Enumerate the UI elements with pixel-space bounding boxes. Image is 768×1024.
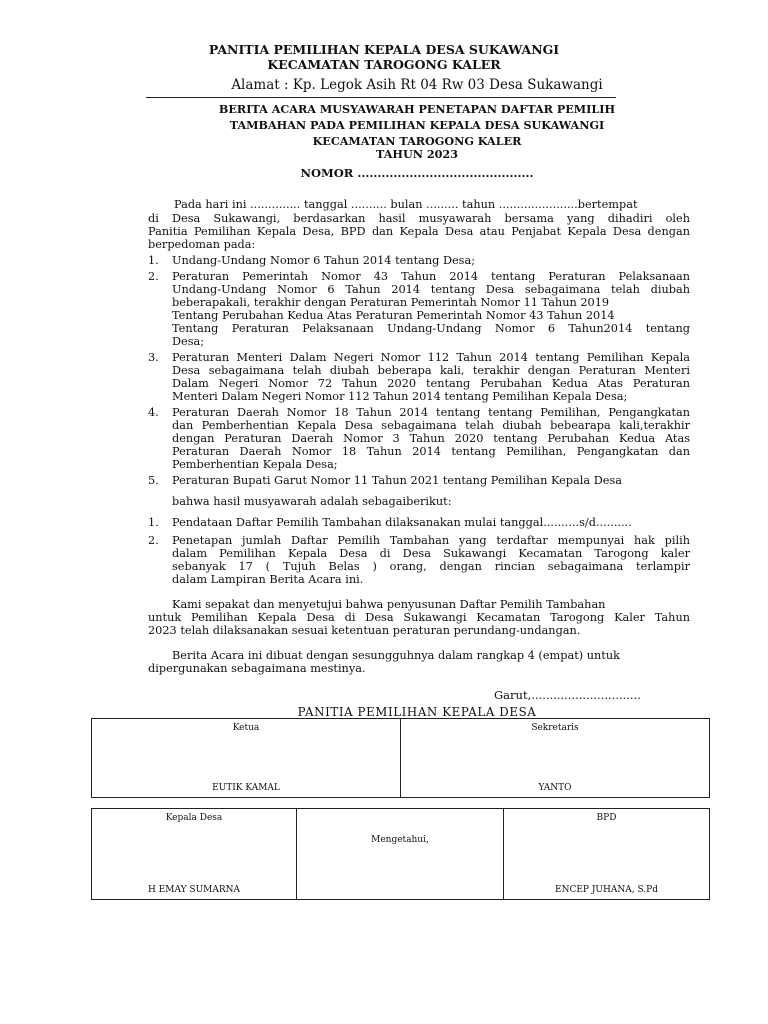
reference-number: 4. — [148, 406, 159, 419]
intro-line-4: berpedoman pada: — [148, 238, 256, 251]
ketua-label: Ketua — [232, 723, 260, 733]
document-number: NOMOR ............................................ — [300, 166, 534, 180]
signature-cell-ketua — [92, 719, 401, 798]
reference-item-line: Peraturan Daerah Nomor 18 Tahun 2014 tentang tentang Pemilihan, Pengangkatan — [172, 406, 690, 419]
kepala-desa-label: Kepala Desa — [165, 813, 223, 823]
intro-line-1: Pada hari ini .............. tanggal .......... bulan ......... tahun ......................bertempat — [174, 198, 638, 211]
signature-table-officials — [91, 808, 710, 900]
reference-item-line: Menteri Dalam Negeri Nomor 112 Tahun 2014 tentang Pemilihan Kepala Desa; — [172, 390, 628, 403]
reference-item-line: Dalam Negeri Nomor 72 Tahun 2020 tentang Perubahan Kedua Atas Peraturan — [172, 377, 690, 390]
reference-item-line: Desa sebagaimana telah diubah beberapa kali, terakhir dengan Peraturan Menteri — [172, 364, 690, 377]
reference-item-line: Peraturan Menteri Dalam Negeri Nomor 112 Tahun 2014 tentang Pemilihan Kepala — [172, 351, 690, 364]
committee-title: PANITIA PEMILIHAN KEPALA DESA — [297, 705, 537, 719]
reference-item-line: Peraturan Daerah Nomor 18 Tahun 2014 tentang Pemilihan, Pengangkatan dan — [172, 445, 690, 458]
kepala-desa-name: H EMAY SUMARNA — [147, 885, 241, 895]
closing-line-2: dipergunakan sebagaimana mestinya. — [148, 662, 366, 675]
reference-item-line: beberapakali, terakhir dengan Peraturan Pemerintah Nomor 11 Tahun 2019 — [172, 296, 610, 309]
result-number: 2. — [148, 534, 159, 547]
bpd-name: ENCEP JUHANA, S.Pd — [555, 885, 658, 895]
result-item-line: dalam Pemilihan Kepala Desa di Desa Sukawangi Kecamatan Tarogong kaler — [172, 547, 690, 560]
ketua-name: EUTIK KAMAL — [212, 783, 280, 793]
intro-line-2: di Desa Sukawangi, berdasarkan hasil musyawarah bersama yang dihadiri oleh — [148, 212, 690, 225]
result-number: 1. — [148, 516, 159, 529]
signature-cell-bpd — [504, 809, 710, 900]
title-line-3: KECAMATAN TAROGONG KALER — [312, 134, 522, 148]
closing-line-1: Berita Acara ini dibuat dengan sesungguhnya dalam rangkap 4 (empat) untuk — [172, 649, 620, 662]
reference-item-line: Undang-Undang Nomor 6 Tahun 2014 tentang Desa sebagaimana telah diubah — [172, 283, 690, 296]
intro-line-3: Panitia Pemilihan Kepala Desa, BPD dan Kepala Desa atau Penjabat Kepala Desa dengan — [148, 225, 690, 238]
signature-cell-kepala-desa — [92, 809, 297, 900]
sekretaris-name: YANTO — [538, 783, 572, 793]
reference-item-line: Desa; — [172, 335, 205, 348]
sekretaris-label: Sekretaris — [531, 723, 579, 733]
reference-number: 2. — [148, 270, 159, 283]
reference-item-line: Pemberhentian Kepala Desa; — [172, 458, 338, 471]
agreement-line-1: Kami sepakat dan menyetujui bahwa penyusunan Daftar Pemilih Tambahan — [172, 598, 606, 611]
header-divider — [146, 97, 616, 98]
reference-item-line: Tentang Peraturan Pelaksanaan Undang-Undang Nomor 6 Tahun2014 tentang — [172, 322, 690, 335]
reference-item-line: Peraturan Pemerintah Nomor 43 Tahun 2014 tentang Peraturan Pelaksanaan — [172, 270, 690, 283]
reference-number: 5. — [148, 474, 159, 487]
agreement-line-3: 2023 telah dilaksanakan sesuai ketentuan peraturan perundang-undangan. — [148, 624, 581, 637]
result-item-line: Penetapan jumlah Daftar Pemilih Tambahan yang terdaftar mempunyai hak pilih — [172, 534, 690, 547]
agreement-line-2: untuk Pemilihan Kepala Desa di Desa Sukawangi Kecamatan Tarogong Kaler Tahun — [148, 611, 690, 624]
reference-item-line: dan Pemberhentian Kepala Desa sebagaimana telah diubah bebearapa kali,terakhir — [172, 419, 690, 432]
reference-item-line: dengan Peraturan Daerah Nomor 3 Tahun 2020 tentang Perubahan Kedua Atas — [172, 432, 690, 445]
result-item-line: sebanyak 17 ( Tujuh Belas ) orang, dengan rincian sebagaimana terlampir — [172, 560, 690, 573]
reference-item: Peraturan Bupati Garut Nomor 11 Tahun 2021 tentang Pemilihan Kepala Desa — [172, 474, 622, 487]
reference-number: 1. — [148, 254, 159, 267]
header-committee-name: PANITIA PEMILIHAN KEPALA DESA SUKAWANGI — [208, 42, 560, 57]
place-date: Garut,.............................. — [494, 688, 641, 702]
title-line-1: BERITA ACARA MUSYAWARAH PENETAPAN DAFTAR PEMILIH — [218, 102, 616, 116]
signature-table-committee — [91, 718, 710, 798]
title-line-2: TAMBAHAN PADA PEMILIHAN KEPALA DESA SUKAWANGI — [229, 118, 605, 132]
reference-item-line: Tentang Perubahan Kedua Atas Peraturan Pemerintah Nomor 43 Tahun 2014 — [172, 309, 615, 322]
header-address: Alamat : Kp. Legok Asih Rt 04 Rw 03 Desa Sukawangi — [231, 77, 603, 93]
reference-number: 3. — [148, 351, 159, 364]
result-item-line: dalam Lampiran Berita Acara ini. — [172, 573, 364, 586]
mengetahui-label: Mengetahui, — [371, 835, 429, 845]
title-year: TAHUN 2023 — [376, 147, 458, 161]
bpd-label: BPD — [596, 813, 617, 823]
reference-item: Undang-Undang Nomor 6 Tahun 2014 tentang Desa; — [172, 254, 476, 267]
result-item: Pendataan Daftar Pemilih Tambahan dilaksanakan mulai tanggal..........s/d.......... — [172, 516, 632, 529]
signature-cell-sekretaris — [401, 719, 710, 798]
signature-cell-mengetahui — [297, 809, 504, 900]
result-intro: bahwa hasil musyawarah adalah sebagaiberikut: — [172, 495, 452, 508]
header-district: KECAMATAN TAROGONG KALER — [267, 57, 501, 72]
